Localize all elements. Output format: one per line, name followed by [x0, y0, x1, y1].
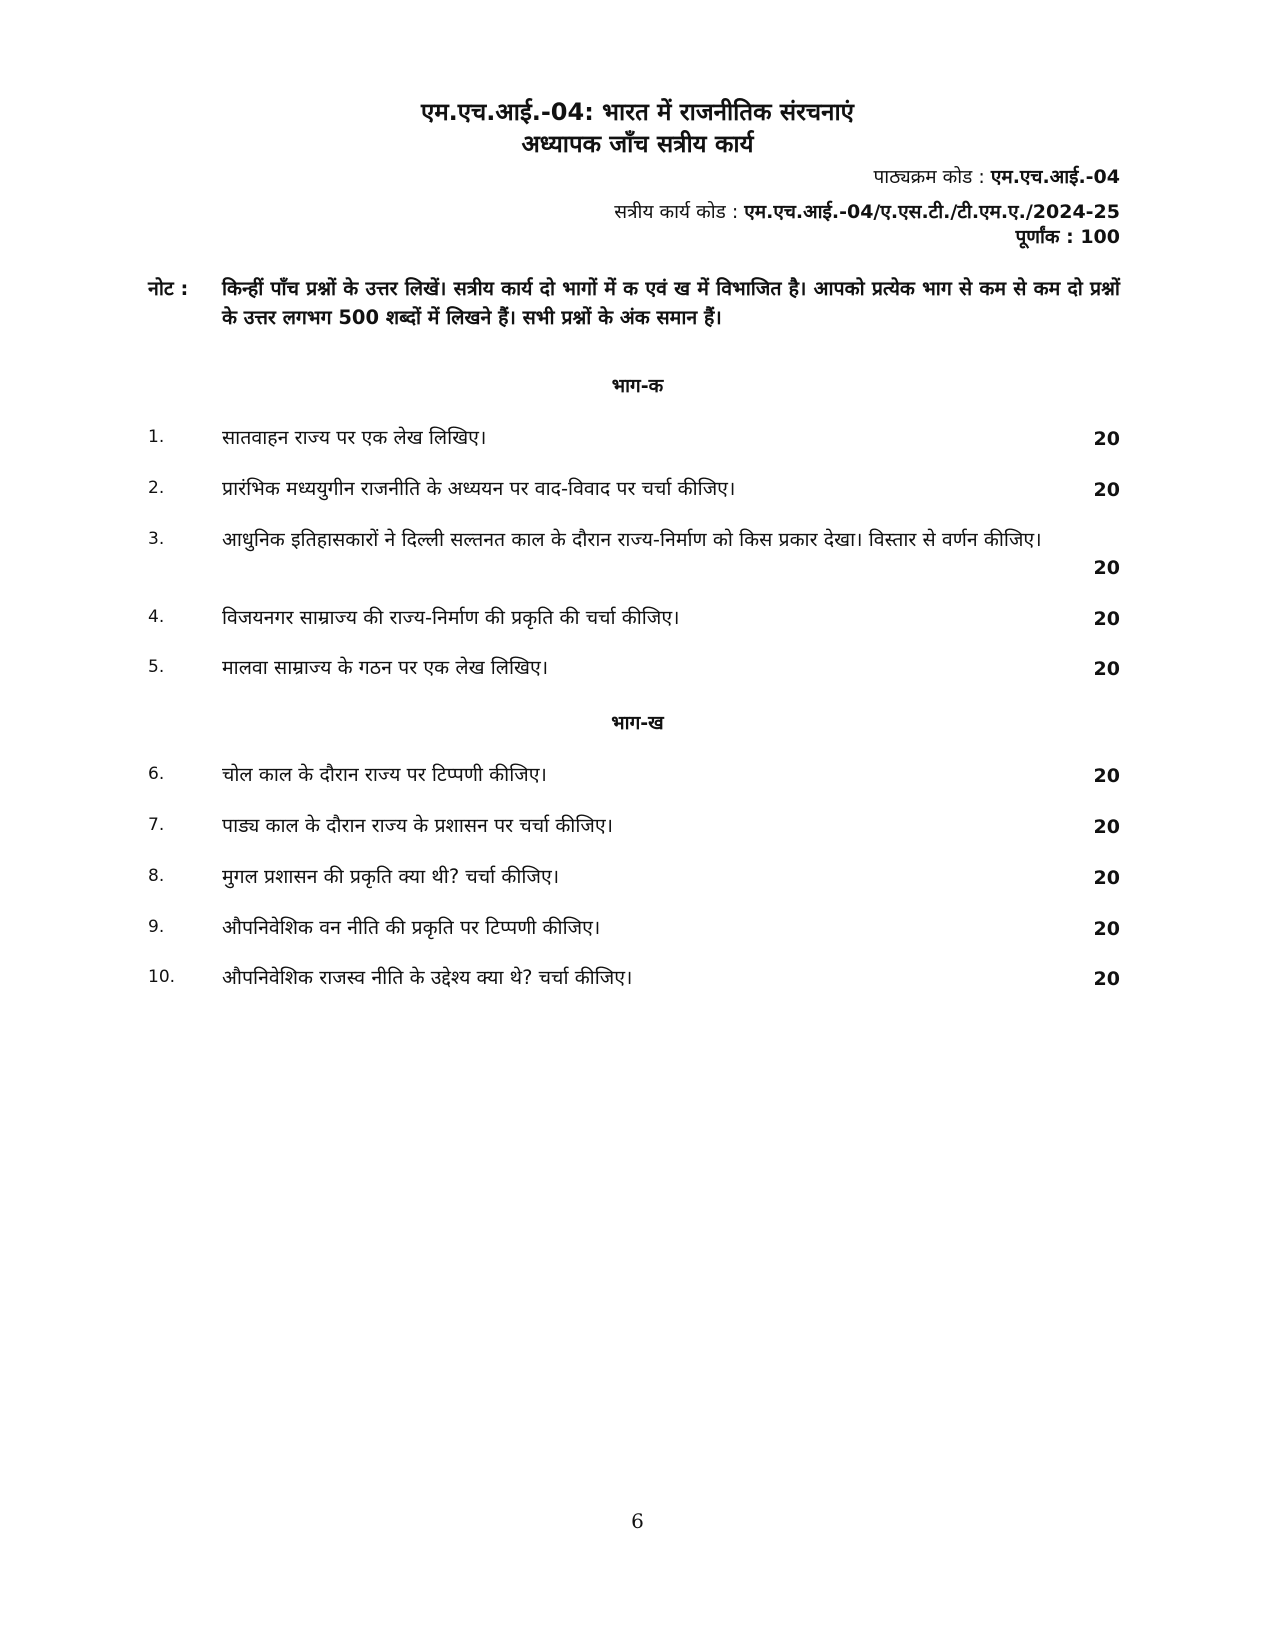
question-marks: 20	[1093, 557, 1120, 579]
question-number: 1.	[148, 427, 165, 447]
question-text: सातवाहन राज्य पर एक लेख लिखिए।	[222, 426, 487, 449]
question-item	[148, 604, 1120, 631]
question-number: 9.	[148, 917, 165, 937]
course-code-value: एम.एच.आई.-04	[990, 166, 1120, 188]
question-item	[148, 964, 1120, 991]
question-marks: 20	[1093, 765, 1120, 787]
question-number: 6.	[148, 764, 165, 784]
page-number: 6	[631, 1509, 644, 1533]
question-marks: 20	[1093, 428, 1120, 450]
question-number: 7.	[148, 815, 165, 835]
assignment-code-label: सत्रीय कार्य कोड :	[614, 201, 745, 223]
question-text: मालवा साम्राज्य के गठन पर एक लेख लिखिए।	[222, 656, 549, 679]
question-marks: 20	[1093, 658, 1120, 680]
question-number: 2.	[148, 478, 165, 498]
question-item	[148, 526, 1120, 580]
instructions-note	[148, 274, 1120, 332]
assignment-code	[614, 200, 1120, 224]
question-marks: 20	[1093, 816, 1120, 838]
question-item	[148, 424, 1120, 451]
max-marks	[1015, 225, 1120, 249]
question-number: 10.	[148, 967, 176, 987]
question-number: 5.	[148, 657, 165, 677]
question-number: 3.	[148, 529, 165, 549]
question-text: मुगल प्रशासन की प्रकृति क्या थी? चर्चा कीजिए।	[222, 865, 560, 888]
question-item	[148, 812, 1120, 839]
question-text: पाड्य काल के दौरान राज्य के प्रशासन पर चर्चा कीजिए।	[222, 814, 614, 837]
question-item	[148, 863, 1120, 890]
section-heading-b: भाग-ख	[611, 712, 664, 734]
max-marks-value: 100	[1080, 226, 1120, 248]
question-text: औपनिवेशिक वन नीति की प्रकृति पर टिप्पणी कीजिए।	[222, 916, 601, 939]
question-item	[148, 914, 1120, 941]
question-text: आधुनिक इतिहासकारों ने दिल्ली सल्तनत काल के दौरान राज्य-निर्माण को किस प्रकार देखा। विस्तार से वर्णन कीजिए।	[222, 528, 1042, 551]
question-item	[148, 654, 1120, 681]
question-number: 8.	[148, 866, 165, 886]
assignment-code-value: एम.एच.आई.-04/ए.एस.टी./टी.एम.ए./2024-25	[744, 201, 1120, 223]
question-text: चोल काल के दौरान राज्य पर टिप्पणी कीजिए।	[222, 763, 547, 786]
question-marks: 20	[1093, 918, 1120, 940]
question-text: विजयनगर साम्राज्य की राज्य-निर्माण की प्रकृति की चर्चा कीजिए।	[222, 606, 680, 629]
question-marks: 20	[1093, 968, 1120, 990]
question-number: 4.	[148, 607, 165, 627]
question-item	[148, 761, 1120, 788]
question-marks: 20	[1093, 479, 1120, 501]
assignment-title: अध्यापक जाँच सत्रीय कार्य	[521, 130, 754, 158]
course-code-label: पाठ्यक्रम कोड :	[873, 166, 991, 188]
course-title: एम.एच.आई.-04: भारत में राजनीतिक संरचनाएं	[421, 98, 854, 126]
question-marks: 20	[1093, 608, 1120, 630]
max-marks-label: पूर्णांक :	[1015, 226, 1081, 248]
question-marks: 20	[1093, 867, 1120, 889]
note-label: नोट :	[148, 277, 189, 300]
section-heading-a: भाग-क	[611, 375, 664, 397]
question-text: औपनिवेशिक राजस्व नीति के उद्देश्य क्या थे? चर्चा कीजिए।	[222, 966, 633, 989]
question-item	[148, 475, 1120, 502]
course-code	[874, 165, 1121, 189]
note-text: किन्हीं पाँच प्रश्नों के उत्तर लिखें। सत्रीय कार्य दो भागों में क एवं ख में विभाजित है। आपको प्रत्येक भाग से कम से कम दो प्रश्नों के उत्तर लगभग 500 शब्दों में लिखने हैं। सभी प्रश्नों के अंक समान हैं।	[222, 277, 1120, 329]
question-text: प्रारंभिक मध्ययुगीन राजनीति के अध्ययन पर वाद-विवाद पर चर्चा कीजिए।	[222, 477, 736, 500]
